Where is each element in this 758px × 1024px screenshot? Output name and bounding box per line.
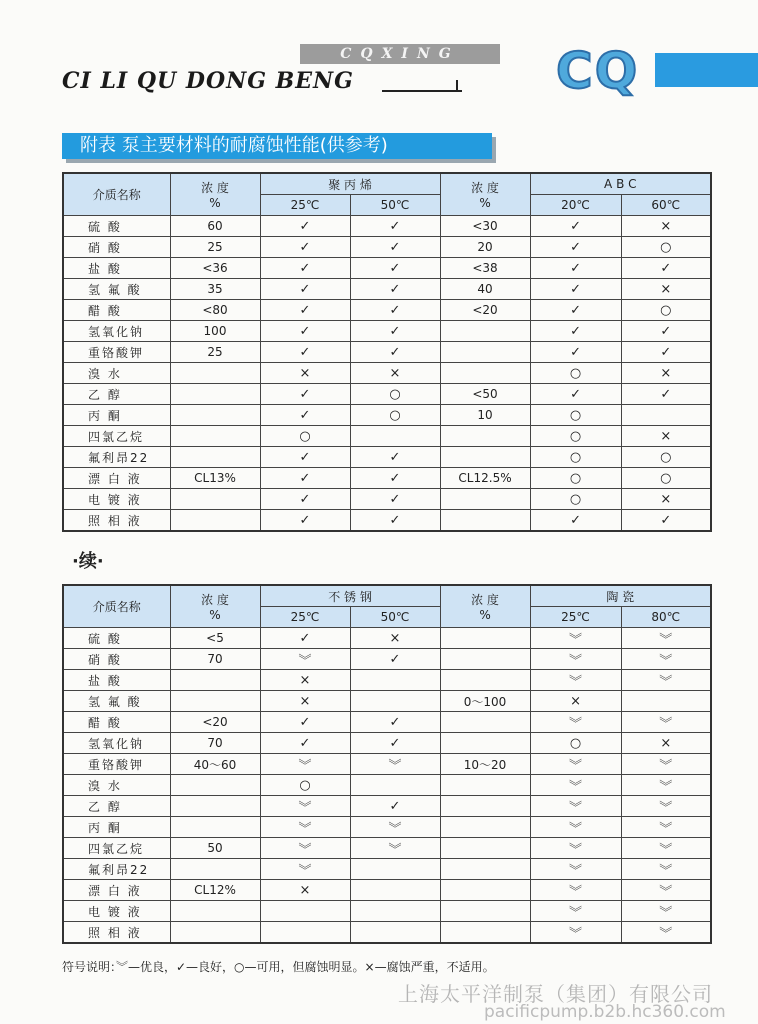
table-row <box>63 901 711 922</box>
concentration-cell: 40 <box>440 279 530 300</box>
concentration-cell <box>440 838 530 859</box>
rating-cell <box>350 901 440 922</box>
rating-cell: ︾ <box>530 901 621 922</box>
medium-name-cell: 醋 酸 <box>63 712 170 733</box>
table-row <box>63 712 711 733</box>
rating-cell <box>260 922 350 944</box>
rating-cell: ︾ <box>621 922 711 944</box>
concentration-cell <box>170 796 260 817</box>
concentration-cell <box>440 510 530 532</box>
rating-cell: ✓ <box>260 216 350 237</box>
medium-name-cell: 丙 酮 <box>63 405 170 426</box>
concentration-cell <box>440 712 530 733</box>
header-concentration-2-label: 浓 度 <box>471 593 499 607</box>
rating-cell: × <box>621 426 711 447</box>
rating-cell: ︾ <box>530 712 621 733</box>
rating-cell <box>350 691 440 712</box>
table-row <box>63 628 711 649</box>
rating-cell: ︾ <box>621 901 711 922</box>
table-row <box>63 510 711 532</box>
medium-name-cell: 醋 酸 <box>63 300 170 321</box>
table-row <box>63 775 711 796</box>
concentration-cell <box>440 489 530 510</box>
concentration-cell: CL12.5% <box>440 468 530 489</box>
brand-rule <box>382 90 462 92</box>
medium-name-cell: 硝 酸 <box>63 237 170 258</box>
rating-cell: ✓ <box>350 216 440 237</box>
rating-cell: ✓ <box>260 712 350 733</box>
header-concentration-2 <box>440 173 530 216</box>
logo-bar <box>655 53 758 87</box>
medium-name-cell: 氢 氟 酸 <box>63 279 170 300</box>
rating-cell: ✓ <box>260 447 350 468</box>
header-temp: 80℃ <box>621 607 711 628</box>
rating-cell: ✓ <box>260 405 350 426</box>
medium-name-cell: 氟利昂22 <box>63 859 170 880</box>
rating-cell: ✓ <box>350 468 440 489</box>
concentration-cell: CL13% <box>170 468 260 489</box>
header-medium-name: 介质名称 <box>63 173 170 216</box>
rating-cell: ✓ <box>350 796 440 817</box>
rating-cell: × <box>621 363 711 384</box>
rating-cell: ✓ <box>350 342 440 363</box>
table-row <box>63 796 711 817</box>
concentration-cell <box>440 649 530 670</box>
medium-name-cell: 盐 酸 <box>63 670 170 691</box>
header-concentration-2-label: 浓 度 <box>471 181 499 195</box>
rating-cell: × <box>350 628 440 649</box>
medium-name-cell: 氢氧化钠 <box>63 733 170 754</box>
rating-cell: ✓ <box>350 712 440 733</box>
rating-cell <box>350 880 440 901</box>
medium-name-cell: 电 镀 液 <box>63 489 170 510</box>
rating-cell: ✓ <box>530 321 621 342</box>
header-temp: 25℃ <box>260 607 350 628</box>
concentration-cell: <20 <box>170 712 260 733</box>
concentration-cell <box>440 817 530 838</box>
table-2-body <box>63 628 711 944</box>
rating-cell: ○ <box>530 733 621 754</box>
table-row <box>63 754 711 775</box>
rating-cell: ︾ <box>621 754 711 775</box>
concentration-cell: CL12% <box>170 880 260 901</box>
rating-cell: ︾ <box>260 796 350 817</box>
corrosion-table-1 <box>62 172 712 532</box>
concentration-cell: <50 <box>440 384 530 405</box>
rating-cell: ✓ <box>530 258 621 279</box>
rating-cell: ✓ <box>350 258 440 279</box>
table-row <box>63 258 711 279</box>
rating-cell: ︾ <box>350 838 440 859</box>
concentration-cell: <38 <box>440 258 530 279</box>
rating-cell: ︾ <box>530 670 621 691</box>
concentration-cell <box>440 922 530 944</box>
concentration-cell: 20 <box>440 237 530 258</box>
rating-cell <box>350 426 440 447</box>
table-row <box>63 342 711 363</box>
rating-cell: ✓ <box>260 342 350 363</box>
header-temp: 20℃ <box>530 195 621 216</box>
header-concentration-unit: % <box>209 196 221 210</box>
medium-name-cell: 盐 酸 <box>63 258 170 279</box>
cqxing-banner: CQXING <box>300 44 500 64</box>
concentration-cell: 25 <box>170 342 260 363</box>
rating-cell: ︾ <box>621 649 711 670</box>
rating-cell: ✓ <box>260 300 350 321</box>
medium-name-cell: 丙 酮 <box>63 817 170 838</box>
concentration-cell: 100 <box>170 321 260 342</box>
concentration-cell: 70 <box>170 649 260 670</box>
concentration-cell <box>170 691 260 712</box>
concentration-cell: 60 <box>170 216 260 237</box>
concentration-cell <box>170 670 260 691</box>
concentration-cell: <80 <box>170 300 260 321</box>
rating-cell: ︾ <box>530 754 621 775</box>
cq-logo: CQ <box>556 42 640 100</box>
rating-cell: ○ <box>621 237 711 258</box>
medium-name-cell: 电 镀 液 <box>63 901 170 922</box>
table-row <box>63 733 711 754</box>
symbol-legend: 符号说明：︾—优良，✓—良好，○—可用，但腐蚀明显。×—腐蚀严重，不适用。 <box>62 960 495 974</box>
table-row <box>63 216 711 237</box>
table-1-body <box>63 216 711 532</box>
concentration-cell <box>170 489 260 510</box>
medium-name-cell: 乙 醇 <box>63 796 170 817</box>
concentration-cell <box>440 628 530 649</box>
rating-cell: ︾ <box>530 880 621 901</box>
brand-line: CI LI QU DONG BENG <box>62 68 354 94</box>
table-row <box>63 468 711 489</box>
rating-cell: ○ <box>530 468 621 489</box>
medium-name-cell: 溴 水 <box>63 775 170 796</box>
rating-cell: ✓ <box>621 384 711 405</box>
rating-cell: ✓ <box>350 300 440 321</box>
concentration-cell <box>440 901 530 922</box>
rating-cell: ︾ <box>621 817 711 838</box>
medium-name-cell: 四氯乙烷 <box>63 838 170 859</box>
rating-cell: ︾ <box>530 922 621 944</box>
table-row <box>63 670 711 691</box>
rating-cell: ✓ <box>530 342 621 363</box>
concentration-cell <box>440 733 530 754</box>
corrosion-table-2 <box>62 584 712 944</box>
rating-cell: ○ <box>260 426 350 447</box>
table-row <box>63 279 711 300</box>
medium-name-cell: 溴 水 <box>63 363 170 384</box>
rating-cell: ✓ <box>260 321 350 342</box>
rating-cell: ○ <box>260 775 350 796</box>
concentration-cell <box>440 859 530 880</box>
rating-cell: ○ <box>530 447 621 468</box>
rating-cell: × <box>530 691 621 712</box>
header-concentration-2-unit: % <box>479 608 491 622</box>
rating-cell: ︾ <box>621 628 711 649</box>
rating-cell: × <box>260 691 350 712</box>
table-row <box>63 859 711 880</box>
concentration-cell <box>170 859 260 880</box>
table-row <box>63 838 711 859</box>
medium-name-cell: 硫 酸 <box>63 628 170 649</box>
rating-cell: ○ <box>530 363 621 384</box>
medium-name-cell: 硝 酸 <box>63 649 170 670</box>
rating-cell: ︾ <box>530 817 621 838</box>
rating-cell: ✓ <box>350 649 440 670</box>
rating-cell <box>260 901 350 922</box>
rating-cell: ○ <box>621 300 711 321</box>
medium-name-cell: 照 相 液 <box>63 510 170 532</box>
concentration-cell <box>170 817 260 838</box>
rating-cell: ︾ <box>621 775 711 796</box>
header-material-2: 陶 瓷 <box>530 585 711 607</box>
rating-cell: ✓ <box>350 733 440 754</box>
concentration-cell <box>170 901 260 922</box>
medium-name-cell: 重铬酸钾 <box>63 342 170 363</box>
rating-cell: ︾ <box>530 649 621 670</box>
rating-cell: × <box>260 670 350 691</box>
concentration-cell: <36 <box>170 258 260 279</box>
header-temp: 50℃ <box>350 607 440 628</box>
rating-cell: × <box>260 363 350 384</box>
concentration-cell <box>440 342 530 363</box>
rating-cell: ○ <box>621 447 711 468</box>
table-row <box>63 817 711 838</box>
concentration-cell: 10～20 <box>440 754 530 775</box>
rating-cell: ✓ <box>260 258 350 279</box>
rating-cell: ✓ <box>350 489 440 510</box>
concentration-cell: 40～60 <box>170 754 260 775</box>
concentration-cell: <20 <box>440 300 530 321</box>
header-concentration <box>170 173 260 216</box>
concentration-cell: 35 <box>170 279 260 300</box>
rating-cell: ✓ <box>350 447 440 468</box>
rating-cell: ✓ <box>621 510 711 532</box>
concentration-cell <box>440 796 530 817</box>
rating-cell: ✓ <box>260 279 350 300</box>
medium-name-cell: 乙 醇 <box>63 384 170 405</box>
company-watermark: 上海太平洋制泵（集团）有限公司 <box>398 982 713 1006</box>
table-row <box>63 321 711 342</box>
header-temp: 50℃ <box>350 195 440 216</box>
rating-cell: ✓ <box>350 510 440 532</box>
rating-cell: × <box>621 216 711 237</box>
medium-name-cell: 四氯乙烷 <box>63 426 170 447</box>
medium-name-cell: 漂 白 液 <box>63 468 170 489</box>
rating-cell: ︾ <box>621 838 711 859</box>
rating-cell: ︾ <box>350 817 440 838</box>
concentration-cell <box>170 447 260 468</box>
rating-cell: × <box>350 363 440 384</box>
rating-cell: ○ <box>530 405 621 426</box>
table-row <box>63 880 711 901</box>
concentration-cell <box>170 405 260 426</box>
concentration-cell <box>440 321 530 342</box>
table-row <box>63 922 711 944</box>
rating-cell: ︾ <box>260 817 350 838</box>
concentration-cell <box>170 363 260 384</box>
concentration-cell <box>440 447 530 468</box>
concentration-cell: <30 <box>440 216 530 237</box>
medium-name-cell: 氢氧化钠 <box>63 321 170 342</box>
concentration-cell <box>170 426 260 447</box>
header-material-1: 聚 丙 烯 <box>260 173 440 195</box>
concentration-cell <box>440 670 530 691</box>
website-watermark: pacificpump.b2b.hc360.com <box>484 1002 726 1022</box>
concentration-cell <box>440 775 530 796</box>
header-material-1: 不 锈 钢 <box>260 585 440 607</box>
concentration-cell <box>170 384 260 405</box>
table-row <box>63 489 711 510</box>
rating-cell <box>621 691 711 712</box>
rating-cell: ✓ <box>530 384 621 405</box>
rating-cell: ✓ <box>530 300 621 321</box>
rating-cell: ︾ <box>260 838 350 859</box>
header-concentration-label: 浓 度 <box>201 593 229 607</box>
medium-name-cell: 重铬酸钾 <box>63 754 170 775</box>
table-row <box>63 691 711 712</box>
header-concentration <box>170 585 260 628</box>
table-row <box>63 405 711 426</box>
rating-cell <box>350 775 440 796</box>
medium-name-cell: 硫 酸 <box>63 216 170 237</box>
rating-cell: ✓ <box>260 489 350 510</box>
rating-cell: ○ <box>350 384 440 405</box>
rating-cell: ○ <box>530 426 621 447</box>
rating-cell: × <box>260 880 350 901</box>
rating-cell: ︾ <box>350 754 440 775</box>
rating-cell: ︾ <box>530 628 621 649</box>
rating-cell: ○ <box>621 468 711 489</box>
table-row <box>63 447 711 468</box>
rating-cell: ︾ <box>260 859 350 880</box>
rating-cell: ︾ <box>530 796 621 817</box>
header-temp: 60℃ <box>621 195 711 216</box>
concentration-cell <box>440 880 530 901</box>
rating-cell: ✓ <box>260 384 350 405</box>
medium-name-cell: 照 相 液 <box>63 922 170 944</box>
rating-cell: ✓ <box>260 628 350 649</box>
rating-cell: ✓ <box>621 321 711 342</box>
concentration-cell: 0～100 <box>440 691 530 712</box>
rating-cell: ︾ <box>621 859 711 880</box>
rating-cell: ✓ <box>530 237 621 258</box>
concentration-cell <box>440 363 530 384</box>
rating-cell <box>350 859 440 880</box>
rating-cell: ︾ <box>621 880 711 901</box>
rating-cell: ✓ <box>260 510 350 532</box>
concentration-cell <box>170 510 260 532</box>
rating-cell: ︾ <box>621 712 711 733</box>
table-row <box>63 426 711 447</box>
rating-cell: ︾ <box>260 649 350 670</box>
concentration-cell: <5 <box>170 628 260 649</box>
table-row <box>63 300 711 321</box>
table-row <box>63 237 711 258</box>
rating-cell: ✓ <box>260 237 350 258</box>
rating-cell: ○ <box>530 489 621 510</box>
rating-cell: × <box>621 489 711 510</box>
rating-cell: ○ <box>350 405 440 426</box>
header-concentration-2 <box>440 585 530 628</box>
concentration-cell: 25 <box>170 237 260 258</box>
rating-cell: ︾ <box>621 670 711 691</box>
concentration-cell: 70 <box>170 733 260 754</box>
rating-cell: ✓ <box>621 258 711 279</box>
section-title: 附表 泵主要材料的耐腐蚀性能(供参考) <box>62 133 492 159</box>
rating-cell: ︾ <box>530 838 621 859</box>
medium-name-cell: 氢 氟 酸 <box>63 691 170 712</box>
rating-cell: ✓ <box>350 321 440 342</box>
table-row <box>63 649 711 670</box>
rating-cell <box>350 922 440 944</box>
continued-label: ·续· <box>72 551 104 572</box>
rating-cell: ✓ <box>350 237 440 258</box>
rating-cell: ︾ <box>530 859 621 880</box>
brand-rule-tick <box>456 80 458 92</box>
header-medium-name: 介质名称 <box>63 585 170 628</box>
rating-cell: ✓ <box>530 510 621 532</box>
concentration-cell <box>170 922 260 944</box>
rating-cell: ✓ <box>260 468 350 489</box>
rating-cell: ✓ <box>530 279 621 300</box>
concentration-cell: 10 <box>440 405 530 426</box>
header-concentration-unit: % <box>209 608 221 622</box>
rating-cell <box>621 405 711 426</box>
rating-cell: ︾ <box>621 796 711 817</box>
rating-cell: ✓ <box>350 279 440 300</box>
table-row <box>63 384 711 405</box>
header-temp: 25℃ <box>260 195 350 216</box>
concentration-cell <box>170 775 260 796</box>
header-temp: 25℃ <box>530 607 621 628</box>
rating-cell: ✓ <box>260 733 350 754</box>
rating-cell <box>350 670 440 691</box>
rating-cell: ✓ <box>621 342 711 363</box>
header-concentration-label: 浓 度 <box>201 181 229 195</box>
medium-name-cell: 氟利昂22 <box>63 447 170 468</box>
header-concentration-2-unit: % <box>479 196 491 210</box>
header-material-2: A B C <box>530 173 711 195</box>
rating-cell: ︾ <box>530 775 621 796</box>
rating-cell: ︾ <box>260 754 350 775</box>
concentration-cell <box>440 426 530 447</box>
rating-cell: ✓ <box>530 216 621 237</box>
table-row <box>63 363 711 384</box>
rating-cell: × <box>621 279 711 300</box>
concentration-cell: 50 <box>170 838 260 859</box>
rating-cell: × <box>621 733 711 754</box>
medium-name-cell: 漂 白 液 <box>63 880 170 901</box>
